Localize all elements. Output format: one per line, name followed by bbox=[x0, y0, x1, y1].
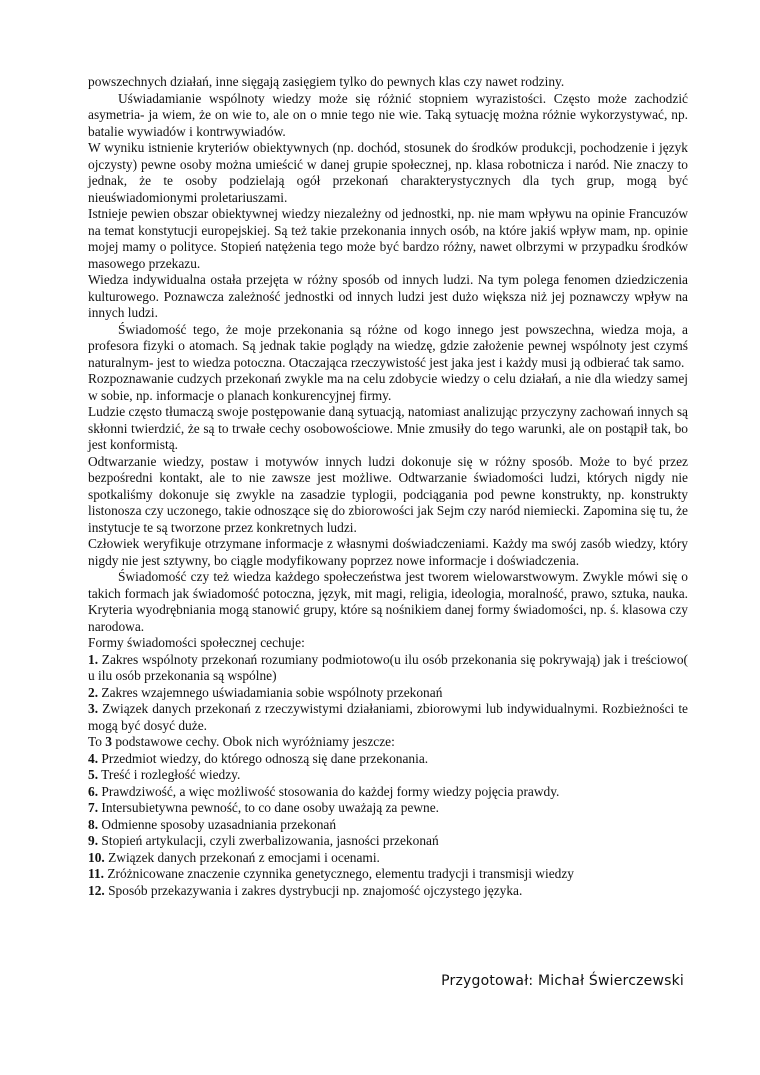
paragraph-5: Wiedza indywidualna ostała przejęta w różny sposób od innych ludzi. Na tym polega fenomen dziedziczenia kulturowego. Poznawcza zależność jednostki od innych ludzi jest dużo większa niż jej poznawczy wpływ na innych ludzi. bbox=[88, 272, 688, 320]
list-item-text: Stopień artykulacji, czyli zwerbalizowania, jasności przekonań bbox=[101, 833, 439, 848]
list-item-text: Treść i rozległość wiedzy. bbox=[101, 767, 241, 782]
paragraph-8: Ludzie często tłumaczą swoje postępowanie daną sytuacją, natomiast analizując przyczyny zachowań innych są skłonni twierdzić, że są to trwałe cechy osobowościowe. Mnie zmusiły do tego warunki, ale on postąpił tak, bo jest konformistą. bbox=[88, 404, 688, 452]
list-item-text: Przedmiot wiedzy, do którego odnoszą się dane przekonania. bbox=[101, 750, 429, 766]
list-item-number: 3. bbox=[88, 701, 99, 716]
list-item-number: 9. bbox=[88, 833, 99, 848]
paragraph-3: W wyniku istnienie kryteriów obiektywnych (np. dochód, stosunek do środków produkcji, pochodzenie i język ojczysty) pewne osoby można umieścić w danej grupie społecznej, np. klasa robotnicza i naród. Nie znaczy to jednak, że te osoby podzielają ogół przekonań charakterystycznych dla tych grup, mogą być nieuświadomionymi proletariuszami. bbox=[88, 140, 688, 205]
list-item-text: Zakres wspólnoty przekonań rozumiany podmiotowo(u ilu osób przekonania się pokrywają) jak i treściowo( u ilu osób przekonania są wspólne) bbox=[88, 651, 688, 683]
paragraph-2: Uświadamianie wspólnoty wiedzy może się różnić stopniem wyrazistości. Często może zachodzić asymetria- ja wiem, że on wie to, ale on o mnie tego nie wie. Taką sytuację można różnie wykorzystywać, np. batalie wywiadów i kontrwywiadów. bbox=[88, 90, 688, 139]
list-item-text: Sposób przekazywania i zakres dystrybucji np. znajomość ojczystego języka. bbox=[108, 882, 523, 898]
second-list-intro bbox=[88, 734, 688, 751]
list-item bbox=[88, 751, 688, 768]
author-signature: Przygotował: Michał Świerczewski bbox=[441, 973, 684, 989]
list-item-text: Związek danych przekonań z rzeczywistymi działaniami, zbiorowymi lub indywidualnymi. Rozbieżności te mogą być dosyć duże. bbox=[88, 701, 688, 733]
paragraph-4: Istnieje pewien obszar obiektywnej wiedzy niezależny od jednostki, np. nie mam wpływu na opinie Francuzów na temat konstytucji europejskiej. Są też takie przekonania innych osób, na które jakiś wpływ mam, np. opinie mojej mamy o polityce. Stopień natężenia tego może być bardzo różny, nawet olbrzymi w przypadku środków masowego przekazu. bbox=[88, 206, 688, 271]
list-item-number: 4. bbox=[88, 750, 99, 766]
paragraph-9: Odtwarzanie wiedzy, postaw i motywów innych ludzi dokonuje się w różny sposób. Może to być przez bezpośredni kontakt, ale to nie zawsze jest możliwe. Odtwarzanie świadomości ludzi, których nigdy nie spotkaliśmy dokonuje się zwykle na zasadzie typlogii, podciągania pod pewne konstrukty, np. konstrukty listonosza czy uczonego, takie odnoszące się do zbiorowości jak Sejm czy naród niemiecki. Zapomina się tu, że instytucje te są tworzone przez konkretnych ludzi. bbox=[88, 453, 688, 535]
list-item-text: Prawdziwość, a więc możliwość stosowania do każdej formy wiedzy pojęcia prawdy. bbox=[101, 783, 560, 799]
list-item-number: 6. bbox=[88, 783, 99, 799]
list-item-text: Intersubietywna pewność, to co dane osoby uważają za pewne. bbox=[101, 800, 440, 815]
list-item bbox=[88, 883, 688, 900]
paragraph-7: Rozpoznawanie cudzych przekonań zwykle ma na celu zdobycie wiedzy o celu działań, a nie dla wiedzy samej w sobie, np. informacje o planach konkurencyjnej firmy. bbox=[88, 371, 688, 403]
list-item bbox=[88, 833, 688, 850]
list-item bbox=[88, 850, 688, 867]
list-intro: Formy świadomości społecznej cechuje: bbox=[88, 635, 305, 650]
list-item-number: 7. bbox=[88, 800, 99, 815]
list-item-text: Związek danych przekonań z emocjami i ocenami. bbox=[108, 849, 380, 865]
list-item-text: Odmienne sposoby uzasadniania przekonań bbox=[101, 816, 337, 832]
list-item bbox=[88, 784, 688, 801]
intro-suffix: podstawowe cechy. Obok nich wyróżniamy jeszcze: bbox=[112, 734, 395, 749]
list-item bbox=[88, 701, 688, 734]
document-body bbox=[88, 74, 688, 899]
list-item-number: 1. bbox=[88, 651, 99, 667]
intro-count: 3 bbox=[105, 734, 112, 749]
intro-prefix: To bbox=[88, 734, 106, 749]
list-item-number: 10. bbox=[88, 849, 105, 865]
list-item bbox=[88, 685, 688, 702]
list-item-number: 5. bbox=[88, 767, 99, 782]
paragraph-6: Świadomość tego, że moje przekonania są różne od kogo innego jest powszechna, wiedza moja, a profesora fizyki o atomach. Są jednak takie poglądy na wiedzę, gdzie założenie pewnej wspólnoty jest czymś naturalnym- jest to wiedza potoczna. Otaczająca rzeczywistość jest jaka jest i każdy musi ją odbierać tak samo. bbox=[88, 321, 688, 370]
list-item-number: 12. bbox=[88, 882, 105, 898]
list-item bbox=[88, 817, 688, 834]
list-item-text: Zróżnicowane znaczenie czynnika genetycznego, elementu tradycji i transmisji wiedzy bbox=[107, 866, 574, 881]
list-item-text: Zakres wzajemnego uświadamiania sobie wspólnoty przekonań bbox=[101, 684, 443, 700]
paragraph-1: powszechnych działań, inne sięgają zasięgiem tylko do pewnych klas czy nawet rodziny. bbox=[88, 74, 565, 89]
paragraph-10: Człowiek weryfikuje otrzymane informacje z własnymi doświadczeniami. Każdy ma swój zasób wiedzy, który nigdy nie jest sztywny, bo ciągle modyfikowany poprzez nowe informacje i doświadczenia. bbox=[88, 536, 688, 568]
list-item-number: 2. bbox=[88, 684, 99, 700]
list-item bbox=[88, 866, 688, 883]
list-item-number: 11. bbox=[88, 866, 104, 881]
list-item bbox=[88, 767, 688, 784]
list-item-number: 8. bbox=[88, 816, 99, 832]
list-item bbox=[88, 652, 688, 685]
list-item bbox=[88, 800, 688, 817]
paragraph-11: Świadomość czy też wiedza każdego społeczeństwa jest tworem wielowarstwowym. Zwykle mówi się o takich formach jak świadomość potoczna, język, mit magi, religia, ideologia, moralność, prawo, sztuka, nauka. Kryteria wyodrębniania mogą stanowić grupy, które są nośnikiem danej formy świadomości, np. ś. klasowa czy narodowa. bbox=[88, 569, 688, 634]
